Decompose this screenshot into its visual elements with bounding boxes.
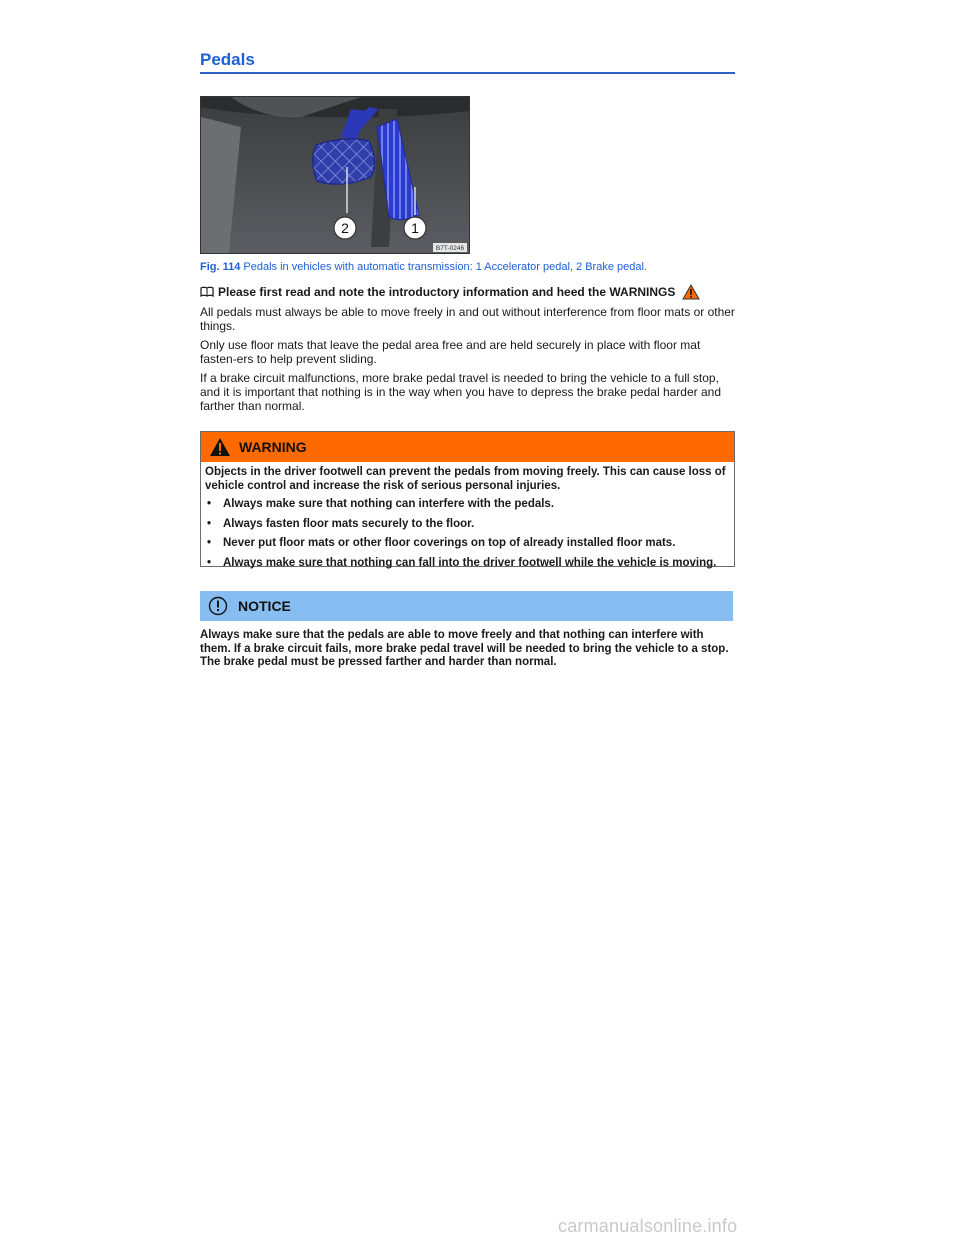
- paragraph-2: Only use floor mats that leave the pedal area free and are held securely in place with floor mat fasten-ers to help prevent sliding.: [200, 338, 701, 366]
- page-title: Pedals: [200, 50, 735, 74]
- paragraph-3: If a brake circuit malfunctions, more brake pedal travel is needed to bring the vehicle to a full stop, and it is important that nothing is in the way when you have to depress the brake pedal harder and farther than normal.: [200, 371, 721, 413]
- watermark: carmanualsonline.info: [558, 1216, 738, 1236]
- paragraph-1: All pedals must always be able to move freely in and out without interference from floor mats or other things.: [200, 305, 735, 333]
- warning-box: [200, 431, 735, 567]
- callout-1-label: 1: [411, 220, 419, 236]
- figure-caption: [200, 261, 735, 273]
- warning-body: [201, 462, 734, 570]
- warning-title: WARNING: [239, 439, 307, 455]
- notice-header: [200, 591, 733, 621]
- warning-triangle-icon[interactable]: [682, 284, 700, 300]
- callout-2-label: 2: [341, 220, 349, 236]
- notice-text: Always make sure that the pedals are able to move freely and that nothing can interfere with them. If a brake circuit fails, more brake pedal travel will be needed to bring the vehicle to a stop. The brake pedal must be pressed farther and harder than normal.: [200, 629, 729, 668]
- warning-header: [201, 432, 734, 462]
- figure-number: Fig. 114: [200, 261, 241, 273]
- notice-title: NOTICE: [238, 598, 291, 614]
- notice-icon: [208, 596, 228, 616]
- intro-note: [200, 284, 735, 300]
- warning-item: • Never put floor mats or other floor coverings on top of already installed floor mats.: [205, 537, 730, 551]
- warning-item: • Always make sure that nothing can interfere with the pedals.: [205, 498, 730, 512]
- image-code: B7T-0246: [435, 245, 465, 252]
- figure-caption-text: Pedals in vehicles with automatic transmission: 1 Accelerator pedal, 2 Brake pedal.: [243, 261, 647, 273]
- warning-intro: Objects in the driver footwell can prevent the pedals from moving freely. This can cause loss of vehicle control and increase the risk of serious personal injuries.: [205, 466, 726, 492]
- warning-item: • Always fasten floor mats securely to the floor.: [205, 518, 730, 532]
- pedals-illustration: [201, 97, 469, 253]
- intro-text: Please first read and note the introductory information and heed the WARNINGS: [218, 285, 676, 299]
- book-icon: [200, 286, 214, 298]
- warning-list: [205, 498, 730, 570]
- pedals-figure: [200, 96, 470, 254]
- warning-icon: [209, 437, 231, 457]
- warning-item: • Always make sure that nothing can fall into the driver footwell while the vehicle is moving.: [205, 557, 730, 571]
